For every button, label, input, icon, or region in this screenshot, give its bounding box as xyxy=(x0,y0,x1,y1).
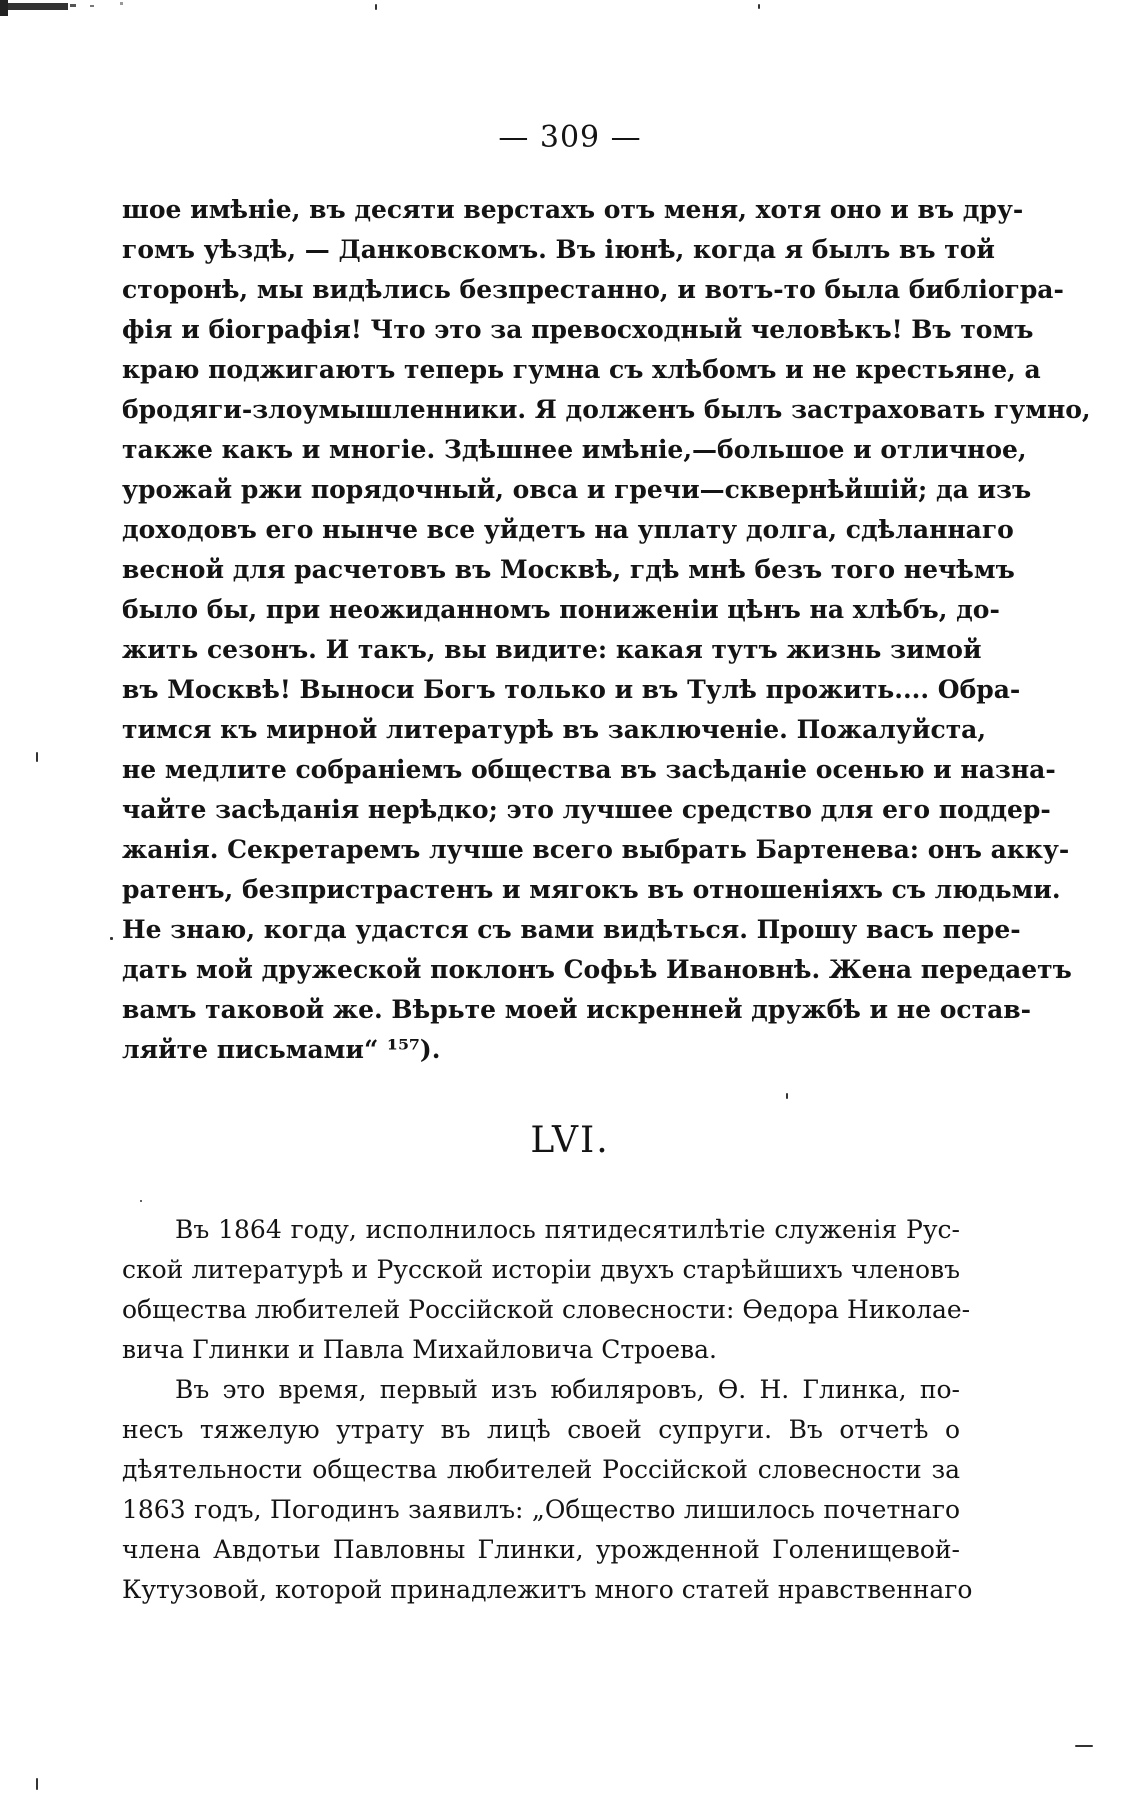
text-line: дѣятельности общества любителей Россійской словесности за xyxy=(122,1455,960,1484)
text-line: также какъ и многіе. Здѣшнее имѣніе,—большое и отличное, xyxy=(122,435,1027,464)
text-line: урожай ржи порядочный, овса и гречи—сквернѣйшій; да изъ xyxy=(122,475,1032,504)
text-line: доходовъ его нынче все уйдетъ на уплату долга, сдѣланнаго xyxy=(122,515,1014,544)
text-line: чайте засѣданія нерѣдко; это лучшее средство для его поддер- xyxy=(122,795,1051,824)
text-line: вича Глинки и Павла Михайловича Строева. xyxy=(122,1335,717,1364)
scan-speck xyxy=(140,1200,142,1202)
text-line: жанія. Секретаремъ лучше всего выбрать Бартенева: онъ акку- xyxy=(122,835,1070,864)
scan-speck xyxy=(1075,1745,1093,1747)
text-line: краю поджигаютъ теперь гумна съ хлѣбомъ и не крестьяне, а xyxy=(122,355,1041,384)
section-heading: LVI. xyxy=(530,1120,610,1161)
text-line: шое имѣніе, въ десяти верстахъ отъ меня, хотя оно и въ дру- xyxy=(122,195,1024,224)
page-number: — 309 — xyxy=(498,120,642,155)
scan-speck xyxy=(110,937,113,940)
text-line: вамъ таковой же. Вѣрьте моей искренней дружбѣ и не остав- xyxy=(122,995,1032,1024)
text-line: общества любителей Россійской словесности: Ѳедора Николае- xyxy=(122,1295,971,1324)
corner-scan-mark xyxy=(0,0,150,16)
text-line: бродяги-злоумышленники. Я долженъ былъ застраховать гумно, xyxy=(122,395,1091,424)
text-line: не медлите собраніемъ общества въ засѣданіе осенью и назна- xyxy=(122,755,1056,784)
text-line: ратенъ, безпристрастенъ и мягокъ въ отношеніяхъ съ людьми. xyxy=(122,875,1061,904)
text-line: ской литературѣ и Русской исторіи двухъ старѣйшихъ членовъ xyxy=(122,1255,960,1284)
scan-speck xyxy=(375,4,377,10)
text-line: весной для расчетовъ въ Москвѣ, гдѣ мнѣ безъ того нечѣмъ xyxy=(122,555,1015,584)
text-line: жить сезонъ. И такъ, вы видите: какая тутъ жизнь зимой xyxy=(122,635,982,664)
text-line: несъ тяжелую утрату въ лицѣ своей супруги. Въ отчетѣ о xyxy=(122,1415,960,1444)
text-line: Кутузовой, которой принадлежитъ много статей нравственнаго xyxy=(122,1575,973,1604)
text-line: Въ это время, первый изъ юбиляровъ, Ѳ. Н. Глинка, по- xyxy=(175,1375,960,1404)
text-line: тимся къ мирной литературѣ въ заключеніе. Пожалуйста, xyxy=(122,715,987,744)
text-line: ляйте письмами“ ¹⁵⁷). xyxy=(122,1035,441,1064)
text-line: Въ 1864 году, исполнилось пятидесятилѣтіе служенія Рус- xyxy=(175,1215,960,1244)
text-line: дать мой дружеской поклонъ Софьѣ Ивановнѣ. Жена передаетъ xyxy=(122,955,1072,984)
text-line: въ Москвѣ! Выноси Богъ только и въ Тулѣ прожить.... Обра- xyxy=(122,675,1021,704)
scan-speck xyxy=(36,1778,38,1790)
text-line: было бы, при неожиданномъ пониженіи цѣнъ на хлѣбъ, до- xyxy=(122,595,1000,624)
scan-speck xyxy=(758,4,760,9)
scan-speck xyxy=(786,1093,788,1099)
text-line: гомъ уѣздѣ, — Данковскомъ. Въ іюнѣ, когда я былъ въ той xyxy=(122,235,995,264)
text-line: сторонѣ, мы видѣлись безпрестанно, и вотъ-то была библіогра- xyxy=(122,275,1064,304)
text-line: фія и біографія! Что это за превосходный человѣкъ! Въ томъ xyxy=(122,315,1034,344)
text-line: 1863 годъ, Погодинъ заявилъ: „Общество лишилось почетнаго xyxy=(122,1495,960,1524)
text-line: члена Авдотьи Павловны Глинки, урожденной Голенищевой- xyxy=(122,1535,960,1564)
text-line: Не знаю, когда удастся съ вами видѣться. Прошу васъ пере- xyxy=(122,915,1021,944)
scan-speck xyxy=(36,752,38,762)
